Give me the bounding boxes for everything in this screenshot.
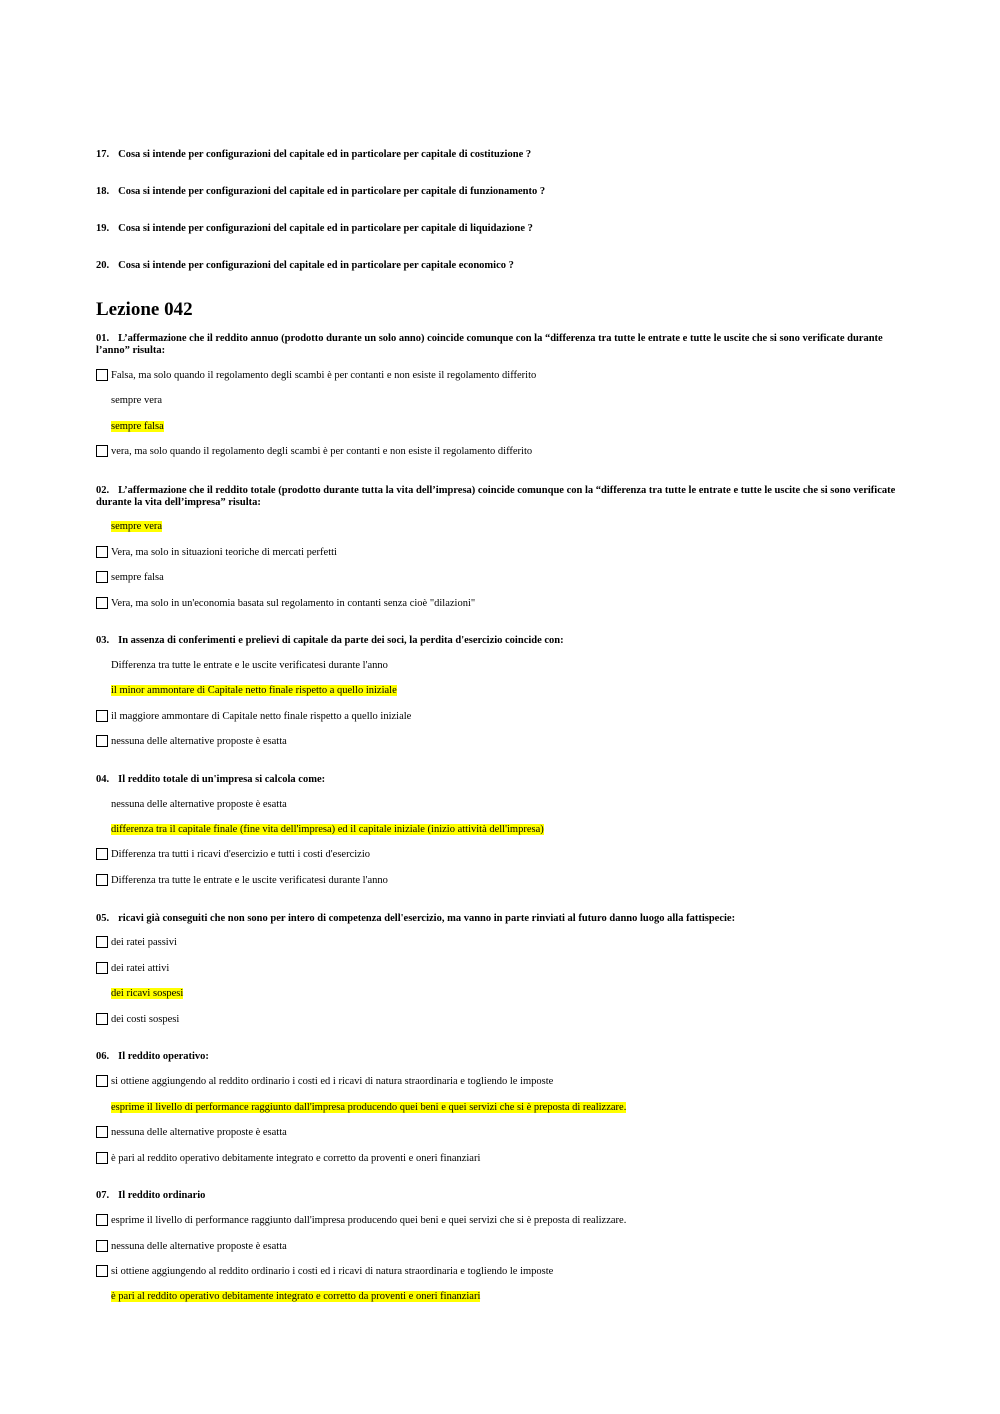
question-text: In assenza di conferimenti e prelievi di capitale da parte dei soci, la perdita d'esercizio coincide con:	[118, 635, 564, 646]
question	[96, 635, 896, 647]
checkbox[interactable]	[96, 1126, 108, 1138]
answer-option	[96, 368, 536, 383]
option-text: sempre falsa	[111, 572, 164, 583]
question-number: 04.	[96, 774, 110, 785]
checkbox[interactable]	[96, 1013, 108, 1025]
question	[96, 1051, 896, 1063]
question-text: Cosa si intende per configurazioni del capitale ed in particolare per capitale di liquidazione ?	[118, 223, 533, 234]
checkbox[interactable]	[96, 1265, 108, 1277]
answer-option	[96, 873, 388, 888]
checkbox[interactable]	[96, 874, 108, 886]
question-text: Il reddito operativo:	[118, 1051, 209, 1062]
checkbox[interactable]	[96, 936, 108, 948]
question-number: 20.	[96, 260, 110, 271]
answer-option	[96, 444, 532, 459]
correct-answer-text: differenza tra il capitale finale (fine vita dell'impresa) ed il capitale iniziale (inizio attività dell'impresa)	[111, 824, 544, 835]
open-question	[96, 260, 896, 271]
checkbox[interactable]	[96, 1075, 108, 1087]
question	[96, 333, 896, 357]
answer-option	[96, 1100, 626, 1115]
checkbox[interactable]	[96, 1240, 108, 1252]
question	[96, 1190, 896, 1202]
answer-option	[96, 1151, 480, 1166]
question-number: 03.	[96, 635, 110, 646]
option-text: vera, ma solo quando il regolamento degli scambi è per contanti e non esiste il regolamento differito	[111, 446, 533, 457]
correct-answer-text: dei ricavi sospesi	[111, 988, 184, 999]
answer-option	[96, 393, 162, 408]
lesson-title: Lezione 042	[96, 299, 193, 320]
option-text: si ottiene aggiungendo al reddito ordinario i costi ed i ricavi di natura straordinaria e togliendo le imposte	[111, 1076, 554, 1087]
option-text: nessuna delle alternative proposte è esatta	[111, 1241, 287, 1252]
option-text: Vera, ma solo in un'economia basata sul regolamento in contanti senza cioè "dilazioni"	[111, 598, 476, 609]
checkbox[interactable]	[96, 962, 108, 974]
checkbox[interactable]	[96, 710, 108, 722]
answer-option	[96, 596, 475, 611]
answer-option	[96, 1074, 553, 1089]
question-text: Cosa si intende per configurazioni del capitale ed in particolare per capitale economico ?	[118, 260, 514, 271]
question-text: L’affermazione che il reddito annuo (prodotto durante un solo anno) coincide comunque con la “differenza tra tutte le entrate e tutte le uscite che si sono verificate durante l’anno” risulta:	[96, 333, 883, 356]
option-text: dei costi sospesi	[111, 1014, 180, 1025]
question-number: 01.	[96, 333, 110, 344]
open-question	[96, 186, 896, 197]
answer-option	[96, 570, 164, 585]
option-text: dei ratei passivi	[111, 937, 177, 948]
option-text: Differenza tra tutte le entrate e le uscite verificatesi durante l'anno	[111, 875, 388, 886]
option-text: nessuna delle alternative proposte è esatta	[111, 799, 287, 810]
answer-option	[96, 935, 177, 950]
correct-answer-text: sempre vera	[111, 521, 163, 532]
checkbox[interactable]	[96, 445, 108, 457]
question	[96, 774, 896, 786]
option-text: Falsa, ma solo quando il regolamento degli scambi è per contanti e non esiste il regolamento differito	[111, 370, 537, 381]
question	[96, 913, 896, 925]
option-text: esprime il livello di performance raggiunto dall'impresa producendo quei beni e quei servizi che si è preposta di realizzare.	[111, 1215, 627, 1226]
option-text: Differenza tra tutti i ricavi d'esercizio e tutti i costi d'esercizio	[111, 849, 370, 860]
answer-option	[96, 986, 183, 1001]
option-text: nessuna delle alternative proposte è esatta	[111, 1127, 287, 1138]
checkbox[interactable]	[96, 848, 108, 860]
answer-option	[96, 961, 169, 976]
checkbox[interactable]	[96, 735, 108, 747]
answer-option	[96, 709, 411, 724]
answer-option	[96, 1213, 626, 1228]
question-number: 07.	[96, 1190, 110, 1201]
question-number: 05.	[96, 913, 110, 924]
checkbox[interactable]	[96, 571, 108, 583]
correct-answer-text: è pari al reddito operativo debitamente integrato e corretto da proventi e oneri finanziari	[111, 1291, 481, 1302]
checkbox[interactable]	[96, 1152, 108, 1164]
answer-option	[96, 658, 388, 673]
option-text: dei ratei attivi	[111, 963, 170, 974]
open-question	[96, 223, 896, 234]
checkbox[interactable]	[96, 369, 108, 381]
answer-option	[96, 797, 287, 812]
question-text: Il reddito ordinario	[118, 1190, 206, 1201]
answer-option	[96, 683, 397, 698]
option-text: Vera, ma solo in situazioni teoriche di mercati perfetti	[111, 547, 337, 558]
answer-option	[96, 1239, 287, 1254]
answer-option	[96, 419, 164, 434]
answer-option	[96, 847, 370, 862]
option-text: sempre vera	[111, 395, 163, 406]
answer-option	[96, 1289, 480, 1304]
answer-option	[96, 1264, 553, 1279]
option-text: nessuna delle alternative proposte è esatta	[111, 736, 287, 747]
correct-answer-text: il minor ammontare di Capitale netto finale rispetto a quello iniziale	[111, 685, 397, 696]
option-text: si ottiene aggiungendo al reddito ordinario i costi ed i ricavi di natura straordinaria e togliendo le imposte	[111, 1266, 554, 1277]
checkbox[interactable]	[96, 597, 108, 609]
open-question	[96, 149, 896, 160]
question-number: 06.	[96, 1051, 110, 1062]
question-text: Cosa si intende per configurazioni del capitale ed in particolare per capitale di funzionamento ?	[118, 186, 546, 197]
question-number: 19.	[96, 223, 110, 234]
checkbox[interactable]	[96, 546, 108, 558]
checkbox[interactable]	[96, 1214, 108, 1226]
option-text: il maggiore ammontare di Capitale netto finale rispetto a quello iniziale	[111, 711, 412, 722]
answer-option	[96, 734, 287, 749]
option-text: Differenza tra tutte le entrate e le uscite verificatesi durante l'anno	[111, 660, 388, 671]
answer-option	[96, 519, 162, 534]
option-text: è pari al reddito operativo debitamente integrato e corretto da proventi e oneri finanziari	[111, 1153, 481, 1164]
question-number: 02.	[96, 485, 110, 496]
answer-option	[96, 1012, 179, 1027]
question-text: ricavi già conseguiti che non sono per intero di competenza dell'esercizio, ma vanno in parte rinviati al futuro danno luogo alla fattispecie:	[118, 913, 736, 924]
answer-option	[96, 822, 544, 837]
question-text: Cosa si intende per configurazioni del capitale ed in particolare per capitale di costituzione ?	[118, 149, 532, 160]
question	[96, 485, 896, 509]
correct-answer-text: esprime il livello di performance raggiunto dall'impresa producendo quei beni e quei servizi che si è preposta di realizzare.	[111, 1102, 627, 1113]
question-text: Il reddito totale di un'impresa si calcola come:	[118, 774, 326, 785]
question-number: 18.	[96, 186, 110, 197]
question-text: L’affermazione che il reddito totale (prodotto durante tutta la vita dell’impresa) coincide comunque con la “differenza tra tutte le entrate e tutte le uscite che si sono verificate durante la vita dell’impresa” risulta:	[96, 485, 896, 508]
correct-answer-text: sempre falsa	[111, 421, 164, 432]
answer-option	[96, 1125, 287, 1140]
answer-option	[96, 545, 337, 560]
question-number: 17.	[96, 149, 110, 160]
